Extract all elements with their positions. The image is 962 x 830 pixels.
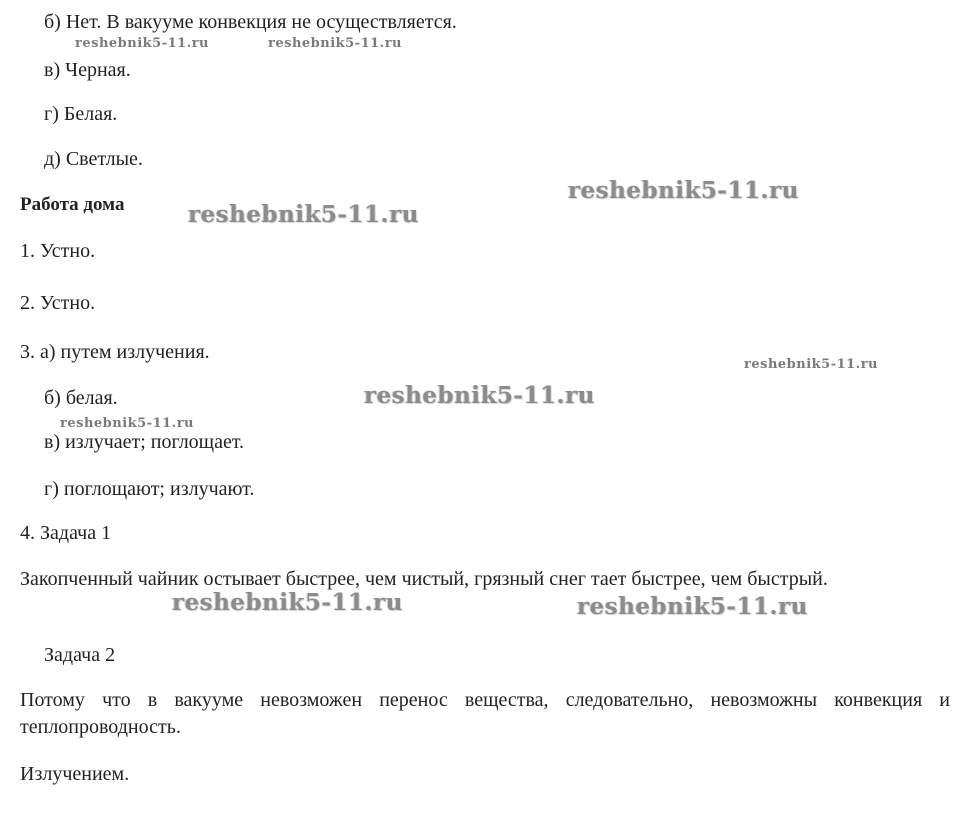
item-3b: б) белая.	[44, 387, 118, 409]
section-heading: Работа дома	[20, 194, 125, 215]
answer-b-line: б) Нет. В вакууме конвекция не осуществляется.	[44, 11, 457, 33]
answer-v-line: в) Черная.	[44, 59, 131, 81]
item-2: 2. Устно.	[20, 292, 96, 314]
watermark-logo: reshebnik5-11.ru	[188, 201, 419, 228]
item-3a: 3. а) путем излучения.	[20, 341, 210, 363]
watermark-logo: reshebnik5-11.ru	[60, 416, 195, 431]
item-3v: в) излучает; поглощает.	[44, 431, 245, 453]
answer-d-line: д) Светлые.	[44, 148, 143, 170]
watermark-logo: reshebnik5-11.ru	[364, 382, 595, 409]
answer-g-line: г) Белая.	[44, 103, 118, 125]
final-answer-line: Излучением.	[20, 763, 130, 785]
watermark-logo: reshebnik5-11.ru	[268, 36, 403, 51]
task-2-paragraph: Потому что в вакууме невозможен перенос вещества, следовательно, невозможны конвекция и теплопроводность.	[20, 689, 950, 738]
task-2-label: Задача 2	[44, 644, 116, 666]
watermark-logo: reshebnik5-11.ru	[172, 589, 403, 616]
watermark-logo: reshebnik5-11.ru	[568, 177, 799, 204]
task-1-paragraph: Закопченный чайник остывает быстрее, чем чистый, грязный снег тает быстрее, чем быстрый.	[20, 568, 828, 590]
watermark-logo: reshebnik5-11.ru	[577, 593, 808, 620]
watermark-logo: reshebnik5-11.ru	[75, 36, 210, 51]
watermark-logo: reshebnik5-11.ru	[744, 357, 879, 372]
item-3g: г) поглощают; излучают.	[44, 478, 255, 500]
item-1: 1. Устно.	[20, 240, 96, 262]
item-4-task-1: 4. Задача 1	[20, 522, 112, 544]
